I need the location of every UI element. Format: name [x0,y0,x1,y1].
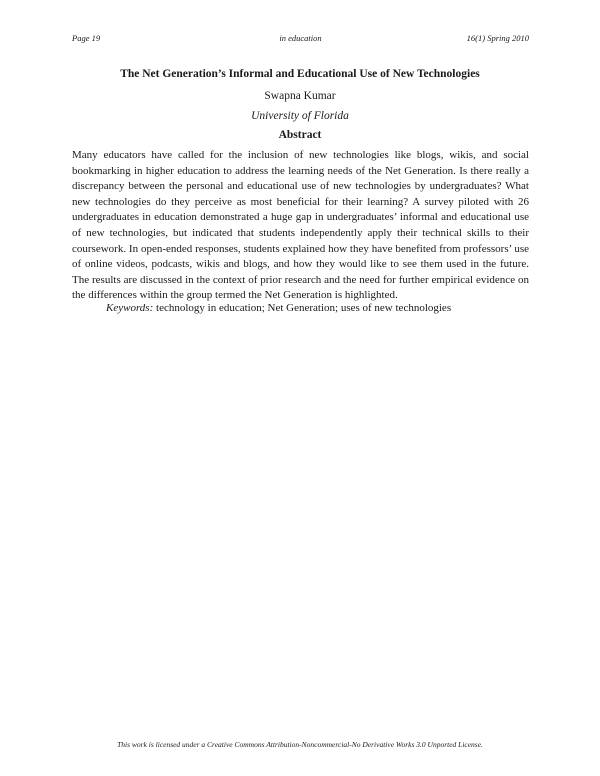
article-title: The Net Generation’s Informal and Educational Use of New Technologies [120,68,480,80]
keywords-label: Keywords: [106,302,154,314]
keywords-line [106,302,536,314]
abstract-body: Many educators have called for the inclusion of new technologies like blogs, wikis, and social bookmarking in higher education to address the learning needs of the Net Generation. Is there really a discrepancy between the personal and educational use of new technologies by undergraduates? What new technologies do they perceive as most beneficial for their learning? A survey piloted with 26 undergraduates in education demonstrated a huge gap in undergraduates’ informal and educational use of new technologies, but indicated that students independently apply their technical skills to their coursework. In open-ended responses, students explained how they have benefited from professors’ use of online videos, podcasts, wikis and blogs, and how they would like to see them used in the future. The results are discussed in the context of prior research and the need for further empirical evidence on the differences within the group termed the Net Generation is highlighted. [72,149,529,302]
running-header [72,33,529,47]
author-name: Swapna Kumar [264,90,336,102]
issue-info: 16(1) Spring 2010 [466,33,529,43]
license-footer: This work is licensed under a Creative Commons Attribution-Noncommercial-No Derivative Works 3.0 Unported License. [117,740,483,749]
abstract-heading: Abstract [278,129,322,141]
journal-name: in education [279,33,322,43]
page-number: Page 19 [72,33,101,43]
author-affiliation: University of Florida [251,110,349,122]
keywords-list: technology in education; Net Generation; uses of new technologies [156,302,452,314]
